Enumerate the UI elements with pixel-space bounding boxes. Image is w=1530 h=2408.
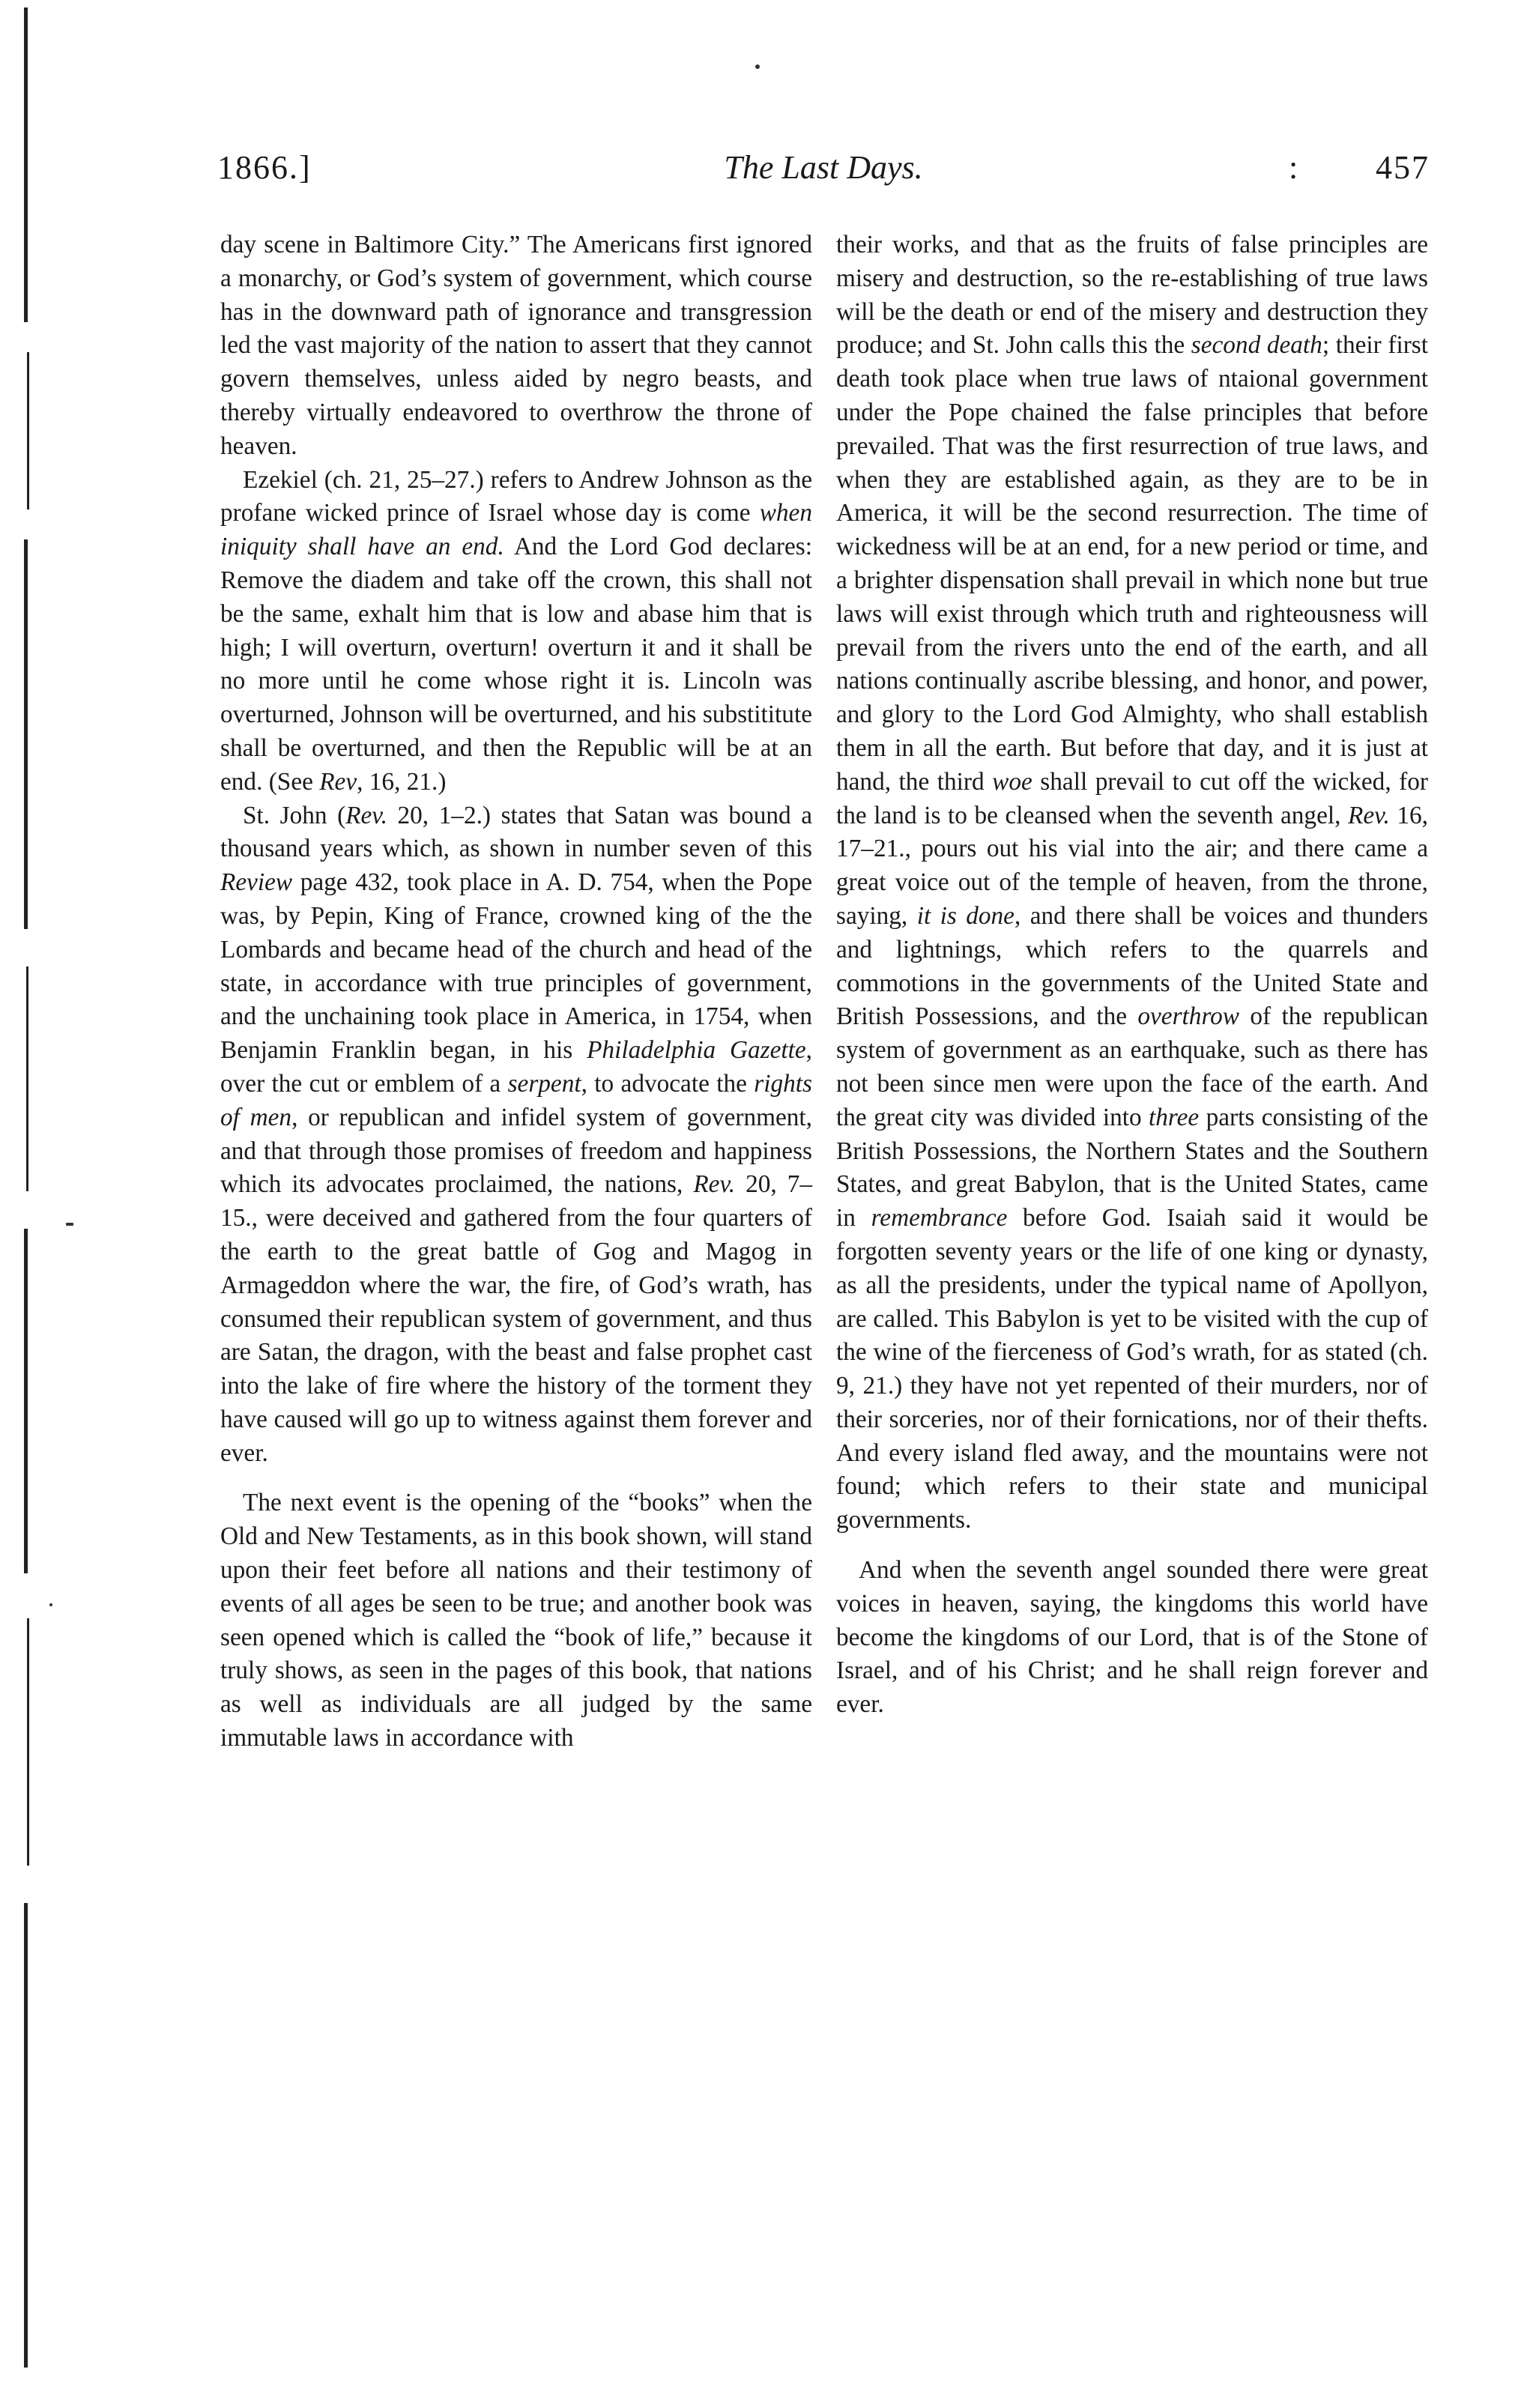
ink-speck bbox=[66, 1223, 73, 1226]
paragraph: Ezekiel (ch. 21, 25–27.) refers to Andrew Johnson as the profane wicked prince of Israel whose day is come when iniquity shall have an end. And the Lord God declares: Remove the diadem and take off the crown, this shall not be the same, exhalt him that is low and abase him that is high; I will overturn, overturn! overturn it and it shall be no more until he come whose right it is. Lincoln was overturned, Johnson will be overturned, and his substititute shall be overturned, and then the Republic will be at an end. (See Rev, 16, 21.) bbox=[220, 465, 812, 796]
paragraph: day scene in Baltimore City.” The Americans first ignored a monarchy, or God’s system of government, which course has in the downward path of ignorance and transgression led the vast majority of the nation to assert that they cannot govern themselves, unless aided by negro beasts, and thereby virtually endeavored to overthrow the throne of heaven. bbox=[220, 231, 812, 460]
paragraph: their works, and that as the fruits of false principles are misery and destruction, so the re-establishing of true laws will be the death or end of the misery and destruction they produce; and St. John calls this the second death; their first death took place when true laws of ntaional government under the Pope chained the false principles that before prevailed. That was the first resurrection of true laws, and when they are established again, as they are to be in America, it will be the second resurrection. The time of wickedness will be at an end, for a new period or time, and a brighter dispensation shall prevail in which none but true laws will exist through which truth and righteousness will prevail from the rivers unto the end of the earth, and all nations continually ascribe blessing, and honor, and power, and glory to the Lord God Almighty, who shall establish them in all the earth. But before that day, and it is just at hand, the third woe shall prevail to cut off the wicked, for the land is to be cleansed when the seventh angel, Rev. 16, 17–21., pours out his vial into the air; and there came a great voice out of the temple of heaven, from the throne, saying, it is done, and there shall be voices and thunders and lightnings, which refers to the quarrels and commotions in the governments of the United State and British Possessions, and the overthrow of the republican system of government as an earthquake, such as there has not been since men were upon the face of the earth. And the great city was divided into three parts consisting of the British Possessions, the Northern States and the Southern States, and great Babylon, that is the United States, came in remembrance before God. Isaiah said it would be forgotten seventy years or the life of one king or dynasty, as all the presidents, under the typical name of Apollyon, are called. This Babylon is yet to be visited with the cup of the wine of the fierceness of God’s wrath, for as stated (ch. 9, 21.) they have not yet repented of their murders, nor of their sorceries, nor of their fornications, nor of their thefts. And every island fled away, and the mountains were not found; which refers to their state and municipal governments. bbox=[836, 231, 1429, 1534]
ink-speck bbox=[755, 64, 760, 69]
right-column bbox=[836, 229, 1428, 1722]
left-column bbox=[220, 229, 812, 1755]
page-number: 457 bbox=[1376, 149, 1430, 186]
header-title: The Last Days. bbox=[724, 149, 923, 186]
header-year: 1866.] bbox=[217, 149, 312, 186]
header-colon: : bbox=[1289, 149, 1298, 186]
ink-speck bbox=[49, 1603, 52, 1606]
paragraph: And when the seventh angel sounded there were great voices in heaven, saying, the kingdoms this world have become the kingdoms of our Lord, that is of the Stone of Israel, and of his Christ; and he shall reign forever and ever. bbox=[836, 1556, 1428, 1719]
page-binding-edge bbox=[13, 0, 43, 2408]
paragraph: St. John (Rev. 20, 1–2.) states that Satan was bound a thousand years which, as shown in number seven of this Review page 432, took place in A. D. 754, when the Pope was, by Pepin, King of France, crowned king of the the Lombards and became head of the church and head of the state, in accordance with true principles of government, and the unchaining took place in America, in 1754, when Benjamin Franklin began, in his Philadelphia Gazette, over the cut or emblem of a serpent, to advocate the rights of men, or republican and infidel system of government, and that through those promises of freedom and happiness which its advocates proclaimed, the nations, Rev. 20, 7–15., were deceived and gathered from the four quarters of the earth to the great battle of Gog and Magog in Armageddon where the war, the fire, of God’s wrath, has consumed their republican system of government, and thus are Satan, the dragon, with the beast and false prophet cast into the lake of fire where the history of the torment they have caused will go up to witness against them forever and ever. bbox=[220, 801, 812, 1467]
running-header bbox=[217, 148, 1430, 201]
paragraph: The next event is the opening of the “books” when the Old and New Testaments, as in this book shown, will stand upon their feet before all nations and their testimony of events of all ages be seen to be true; and another book was seen opened which is called the “book of life,” because it truly shows, as seen in the pages of this book, that nations as well as individuals are all judged by the same immutable laws in accordance with bbox=[220, 1489, 812, 1752]
